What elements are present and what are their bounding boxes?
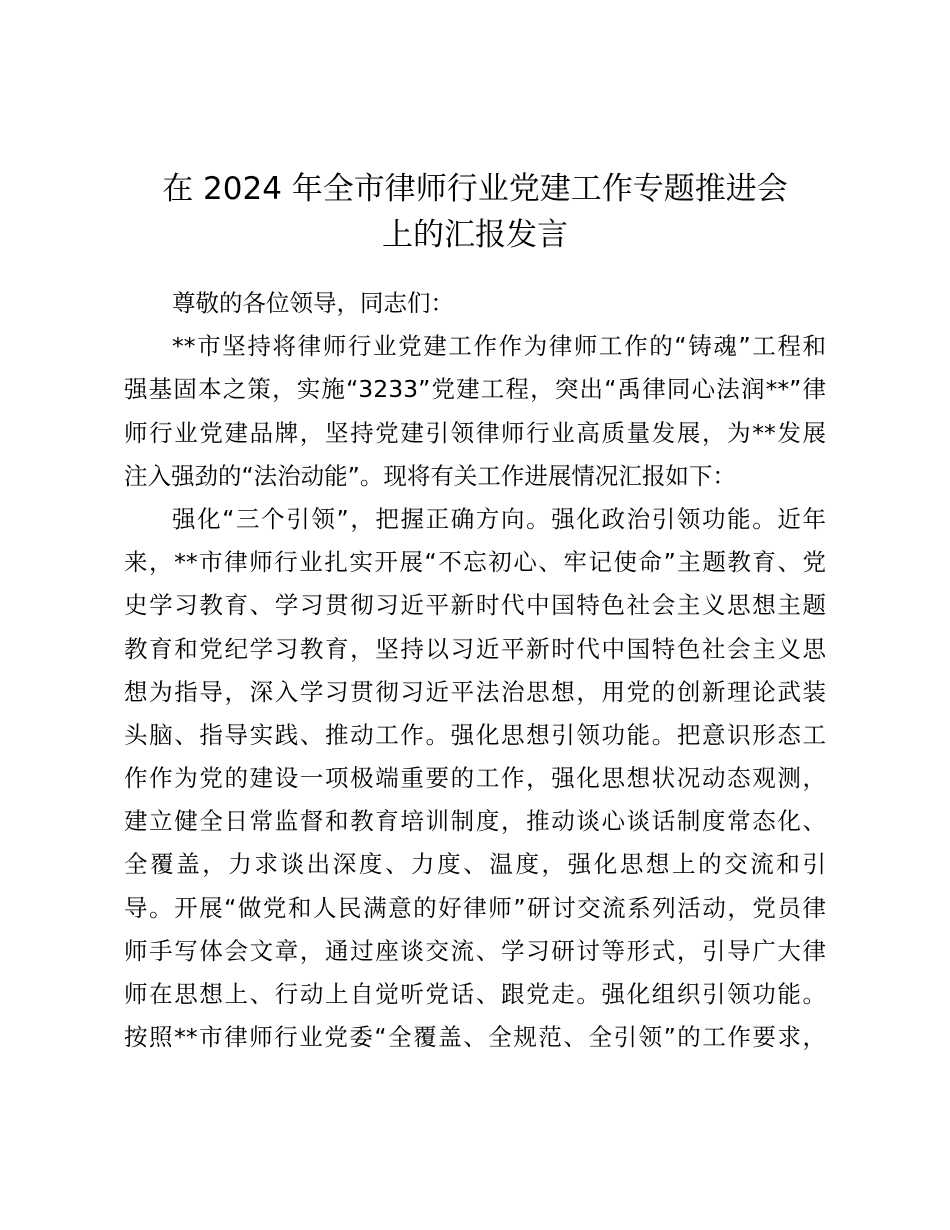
body-line: 师在思想上、行动上自觉听党话、跟党走。强化组织引领功能。 [124,980,826,1008]
body-line: 教育和党纪学习教育，坚持以习近平新时代中国特色社会主义思 [124,634,826,663]
title-line-2: 上的汇报发言 [382,217,568,253]
document-body [124,282,826,1059]
body-line: 作作为党的建设一项极端重要的工作，强化思想状况动态观测， [124,764,826,793]
body-line: 全覆盖，力求谈出深度、力度、温度，强化思想上的交流和引 [124,850,826,879]
body-line: 史学习教育、学习贯彻习近平新时代中国特色社会主义思想主题 [124,591,826,620]
body-line: 强基固本之策，实施“3233”党建工程，突出“禹律同心法润**”律 [124,375,826,404]
body-line: **市坚持将律师行业党建工作作为律师工作的“铸魂”工程和 [172,332,826,361]
body-line: 导。开展“做党和人民满意的好律师”研讨交流系列活动，党员律 [124,893,826,922]
title-line-1: 在 2024 年全市律师行业党建工作专题推进会 [162,171,788,207]
body-line: 来，**市律师行业扎实开展“不忘初心、牢记使命”主题教育、党 [124,548,826,577]
body-line: 想为指导，深入学习贯彻习近平法治思想，用党的创新理论武装 [124,677,826,706]
document-title [120,166,830,258]
body-line: 师手写体会文章，通过座谈交流、学习研讨等形式，引导广大律 [124,936,826,965]
body-line: 注入强劲的“法治动能”。现将有关工作进展情况汇报如下： [124,461,736,490]
body-line: 强化“三个引领”，把握正确方向。强化政治引领功能。近年 [172,504,826,533]
body-line: 师行业党建品牌，坚持党建引领律师行业高质量发展，为**发展 [124,418,826,447]
body-line: 建立健全日常监督和教育培训制度，推动谈心谈话制度常态化、 [124,807,826,836]
body-line: 按照**市律师行业党委“全覆盖、全规范、全引领”的工作要求， [124,1023,826,1052]
body-line: 尊敬的各位领导，同志们： [172,289,454,317]
body-line: 头脑、指导实践、推动工作。强化思想引领功能。把意识形态工 [124,720,826,749]
